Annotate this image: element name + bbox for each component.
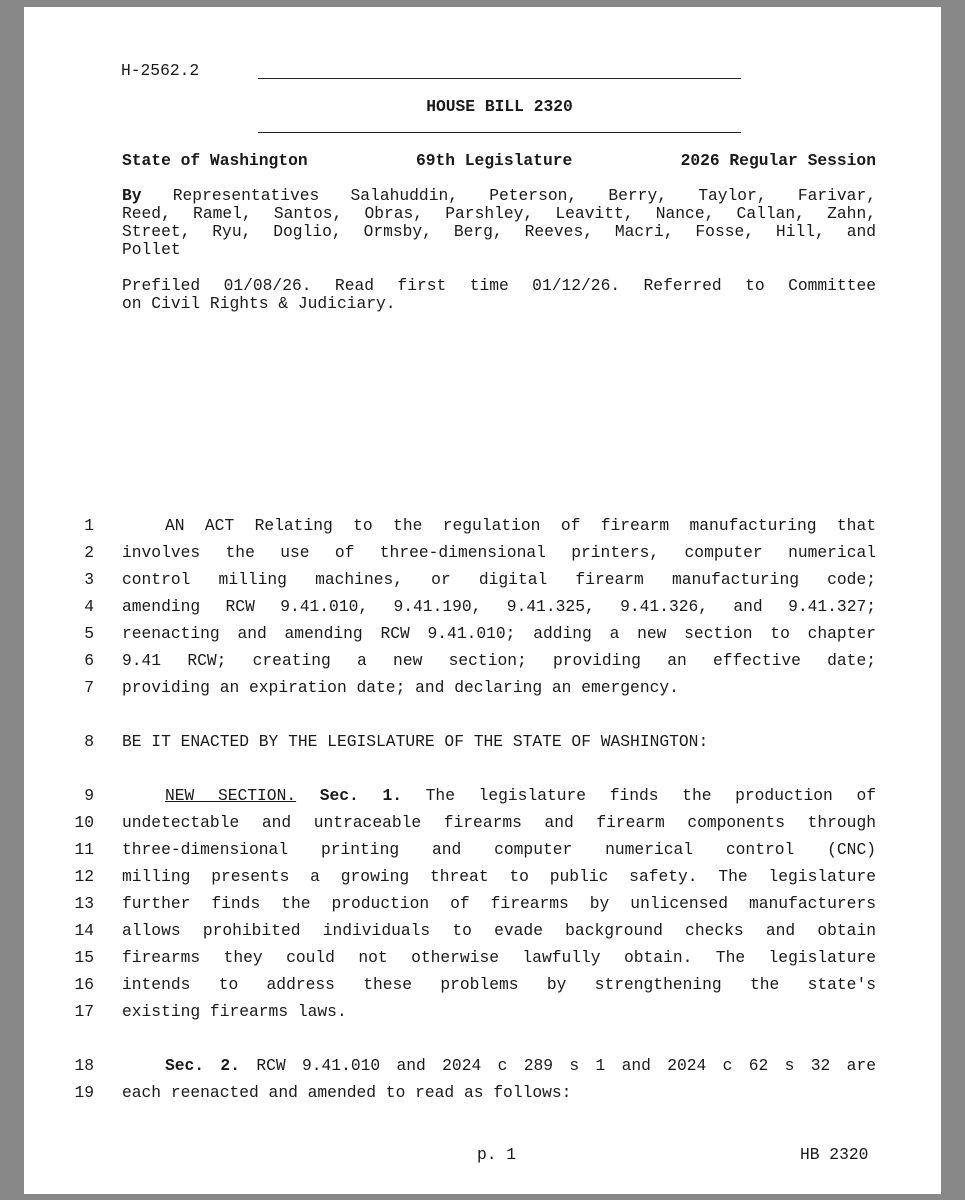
- sponsors-line-1: By Representatives Salahuddin, Peterson, Berry, Taylor, Farivar,: [122, 186, 876, 205]
- session-line: [122, 151, 876, 170]
- body-line: firearms they could not otherwise lawfully obtain. The legislature: [122, 948, 876, 967]
- legislature-number: 69th Legislature: [415, 151, 573, 170]
- line-number: 11: [74, 840, 94, 859]
- document-page: [24, 7, 941, 1194]
- line-number: 5: [84, 624, 94, 643]
- line-number: 14: [74, 921, 94, 940]
- sponsors-line-3: Street, Ryu, Doglio, Ormsby, Berg, Reeves, Macri, Fosse, Hill, and: [122, 222, 876, 241]
- page-number: p. 1: [477, 1145, 517, 1164]
- line-number: 1: [84, 516, 94, 535]
- line-number: 19: [74, 1083, 94, 1102]
- history-line-1: Prefiled 01/08/26. Read first time 01/12/26. Referred to Committee: [122, 276, 876, 295]
- footer-bill-ref: HB 2320: [800, 1145, 869, 1164]
- body-line: 9.41 RCW; creating a new section; providing an effective date;: [122, 651, 876, 670]
- line-number: 6: [84, 651, 94, 670]
- bill-title: HOUSE BILL 2320: [426, 97, 573, 116]
- line-number: 7: [84, 678, 94, 697]
- line-number: 8: [84, 732, 94, 751]
- body-line: allows prohibited individuals to evade background checks and obtain: [122, 921, 876, 940]
- body-line: Sec. 2. RCW 9.41.010 and 2024 c 289 s 1 and 2024 c 62 s 32 are: [165, 1056, 876, 1075]
- state-name: State of Washington: [122, 151, 308, 170]
- document-id: H-2562.2: [121, 61, 200, 80]
- line-number: 3: [84, 570, 94, 589]
- sponsors-by: By: [122, 186, 142, 205]
- body-line: reenacting and amending RCW 9.41.010; adding a new section to chapter: [122, 624, 876, 643]
- body-line: NEW SECTION. Sec. 1. The legislature finds the production of: [165, 786, 876, 805]
- body-line: undetectable and untraceable firearms and firearm components through: [122, 813, 876, 832]
- body-line: control milling machines, or digital firearm manufacturing code;: [122, 570, 876, 589]
- body-line: intends to address these problems by strengthening the state's: [122, 975, 876, 994]
- body-line: each reenacted and amended to read as follows:: [122, 1083, 572, 1102]
- body-line: amending RCW 9.41.010, 9.41.190, 9.41.325, 9.41.326, and 9.41.327;: [122, 597, 876, 616]
- line-number: 15: [74, 948, 94, 967]
- body-line: AN ACT Relating to the regulation of firearm manufacturing that: [165, 516, 876, 535]
- body-line: existing firearms laws.: [122, 1002, 347, 1021]
- header-rule-top: [258, 78, 741, 79]
- history-line-2: on Civil Rights & Judiciary.: [122, 294, 396, 313]
- body-line: providing an expiration date; and declaring an emergency.: [122, 678, 679, 697]
- line-number: 10: [74, 813, 94, 832]
- body-line: milling presents a growing threat to public safety. The legislature: [122, 867, 876, 886]
- line-number: 12: [74, 867, 94, 886]
- body-line: three-dimensional printing and computer numerical control (CNC): [122, 840, 876, 859]
- line-number: 13: [74, 894, 94, 913]
- line-number: 16: [74, 975, 94, 994]
- body-line: further finds the production of firearms by unlicensed manufacturers: [122, 894, 876, 913]
- line-number: 9: [84, 786, 94, 805]
- enacting-clause: BE IT ENACTED BY THE LEGISLATURE OF THE STATE OF WASHINGTON:: [122, 732, 709, 751]
- session-name: 2026 Regular Session: [680, 151, 876, 170]
- line-number: 17: [74, 1002, 94, 1021]
- sponsors-line-4: Pollet: [122, 240, 181, 259]
- header-rule-bottom: [258, 132, 741, 133]
- section-label: Sec. 2.: [165, 1056, 240, 1075]
- line-number: 4: [84, 597, 94, 616]
- new-section-label: NEW SECTION.: [165, 786, 297, 805]
- line-number: 18: [74, 1056, 94, 1075]
- section-label: Sec. 1.: [319, 786, 403, 805]
- sponsors-line-2: Reed, Ramel, Santos, Obras, Parshley, Leavitt, Nance, Callan, Zahn,: [122, 204, 876, 223]
- line-number: 2: [84, 543, 94, 562]
- body-line: involves the use of three-dimensional printers, computer numerical: [122, 543, 876, 562]
